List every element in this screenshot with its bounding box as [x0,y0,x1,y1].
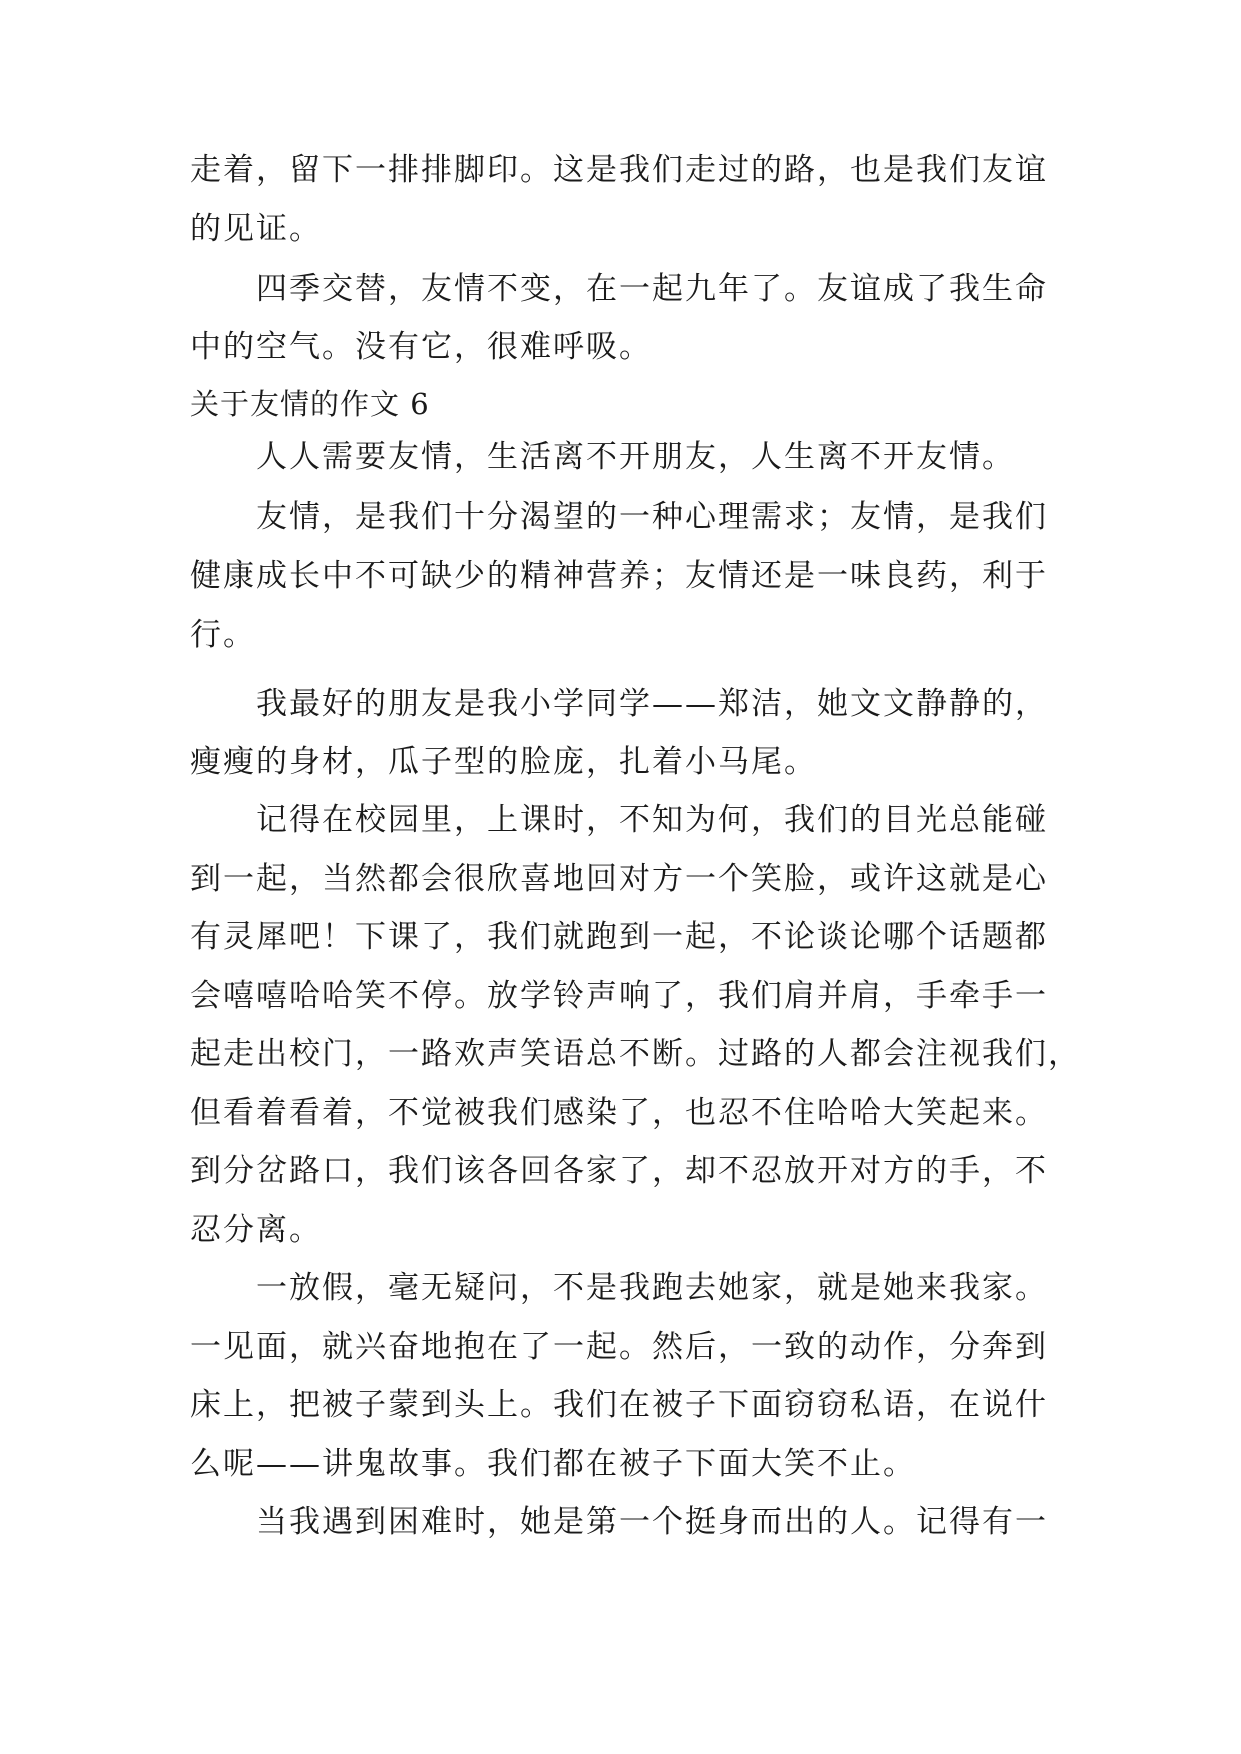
paragraph-first-line: 一放假，毫无疑问，不是我跑去她家，就是她来我家。 [256,1270,1048,1306]
text-line: 一见面，就兴奋地抱在了一起。然后，一致的动作，分奔到 [190,1329,1048,1365]
paragraph-first-line: 记得在校园里，上课时，不知为何，我们的目光总能碰 [256,802,1048,838]
text-line: 到一起，当然都会很欣喜地回对方一个笑脸，或许这就是心 [190,861,1048,897]
text-line: 起走出校门，一路欢声笑语总不断。过路的人都会注视我们， [190,1036,1081,1072]
paragraph-first-line: 当我遇到困难时，她是第一个挺身而出的人。记得有一 [256,1504,1048,1540]
text-line: 有灵犀吧！下课了，我们就跑到一起，不论谈论哪个话题都 [190,919,1048,955]
section-heading: 关于友情的作文 6 [190,387,430,421]
text-line: 瘦瘦的身材，瓜子型的脸庞，扎着小马尾。 [190,744,817,780]
paragraph-first-line: 我最好的朋友是我小学同学——郑洁，她文文静静的， [256,686,1048,722]
text-line: 但看着看着，不觉被我们感染了，也忍不住哈哈大笑起来。 [190,1095,1048,1131]
text-line: 的见证。 [190,211,322,247]
text-line: 中的空气。没有它，很难呼吸。 [190,329,652,365]
paragraph-first-line: 四季交替，友情不变，在一起九年了。友谊成了我生命 [256,271,1048,307]
paragraph-first-line: 友情，是我们十分渴望的一种心理需求；友情，是我们 [256,499,1048,535]
text-line: 健康成长中不可缺少的精神营养；友情还是一味良药，利于 [190,558,1048,594]
paragraph-first-line: 人人需要友情，生活离不开朋友，人生离不开友情。 [256,439,1015,475]
text-line: 行。 [190,617,256,653]
text-line: 到分岔路口，我们该各回各家了，却不忍放开对方的手，不 [190,1153,1048,1189]
text-line: 么呢——讲鬼故事。我们都在被子下面大笑不止。 [190,1446,916,1482]
text-line: 走着，留下一排排脚印。这是我们走过的路，也是我们友谊 [190,152,1048,188]
text-line: 忍分离。 [190,1212,322,1248]
text-line: 床上，把被子蒙到头上。我们在被子下面窃窃私语，在说什 [190,1387,1048,1423]
text-line: 会嘻嘻哈哈笑不停。放学铃声响了，我们肩并肩，手牵手一 [190,978,1048,1014]
